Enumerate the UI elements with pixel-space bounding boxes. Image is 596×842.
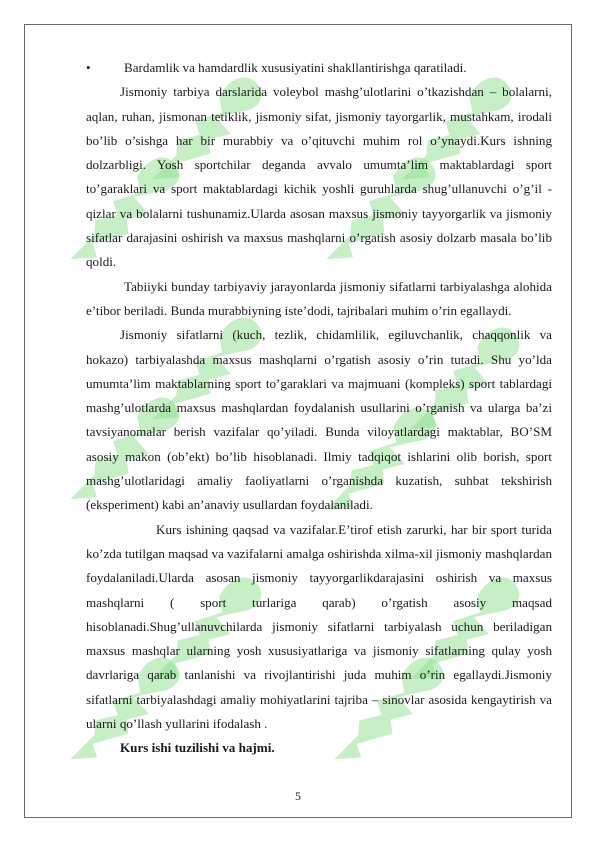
paragraph: Jismoniy sifatlarni (kuch, tezlik, chidamlilik, egiluvchanlik, chaqqonlik va hokazo) tarbiyalashda maxsus mashqlarni o’rgatish asosiy o’rin tutadi. Shu yo’lda umumta’lim maktablarning sport to’garaklari va majmuani (kompleks) sport tablardagi mashg’ulotlarda maxsus mashqlardan foydalanish usullarini o’rganish va ularga ba’zi tavsiyanomalar berish vazifalar qo’yiladi. Bunda viloyatlardagi maktablar, BO’SM asosiy makon (ob’ekt) bo’lib hisoblanadi. Ilmiy tadqiqot ishlarini olib borish, sport mashg’ulotlaridagi amaliy faoliyatlarni o’rganishda kuzatish, suhbat tekshirish (eksperiment) kabi an’anaviy usullardan foydalaniladi. <box>86 327 552 513</box>
section-heading: Kurs ishi tuzilishi va hajmi. <box>120 740 275 756</box>
paragraph: Kurs ishining qaqsad va vazifalar.E’tirof etish zarurki, har bir sport turida ko’zda tutilgan maqsad va vazifalarni amalga oshirishda xilma-xil jismoniy mashqlardan foydalaniladi.Ularda asosan jismoniy tayyorgarlikdarajasini oshirish va maxsus mashqlarni ( sport turlariga qarab) o’rgatish asosiy maqsad hisoblanadi.Shug’ullanuvchilarda jismoniy sifatlarni tarbiyalash uchun beriladigan maxsus mashqlar ularning yosh xususiyatlariga va jismoniy sifatlarning qulay yosh davrlariga qarab tanlanishi va rivojlantirishi juda muhim o’rin egallaydi.Jismoniy sifatlarni tarbiyalashdagi amaliy mohiyatlarini tajriba – sinovlar asosida kengaytirish va ularni qo’llash yullarini ifodalash . <box>86 521 552 732</box>
bullet-item <box>86 56 552 80</box>
bullet-text: Bardamlik va hamdardlik xususiyatini shakllantirishga qaratiladi. <box>124 60 467 75</box>
body-text <box>86 56 552 761</box>
page-number: 5 <box>295 789 301 803</box>
bullet-marker: • <box>86 60 91 75</box>
paragraph: Jismoniy tarbiya darslarida voleybol mashg’ulotlarini o’tkazishdan – bolalarni, aqlan, ruhan, jismonan tetiklik, jismoniy sifat, jismoniy tayorgarlik, mustahkam, irodali bo’lib o’sishga har bir murabbiy va o’qituvchi muhim rol o’ynaydi.Kurs ishning dolzarbligi. Yosh sportchilar deganda avvalo umumta’lim maktablardagi sport to’garaklari va sport maktablardagi kichik yoshli guruhlarda shug’ullanuvchi o’g’il - qizlar va bolalarni tushunamiz.Ularda asosan maxsus jismoniy tayyorgarlik va jismoniy sifatlar darajasini oshirish va maxsus mashqlarni o’rgatish asosiy dolzarb masala bo’lib qoldi. <box>86 84 552 270</box>
paragraph: Tabiiyki bunday tarbiyaviy jarayonlarda jismoniy sifatlarni tarbiyalashga alohida e’tibor beriladi. Bunda murabbiyning iste’dodi, tajribalari muhim o’rin egallaydi. <box>86 278 552 318</box>
